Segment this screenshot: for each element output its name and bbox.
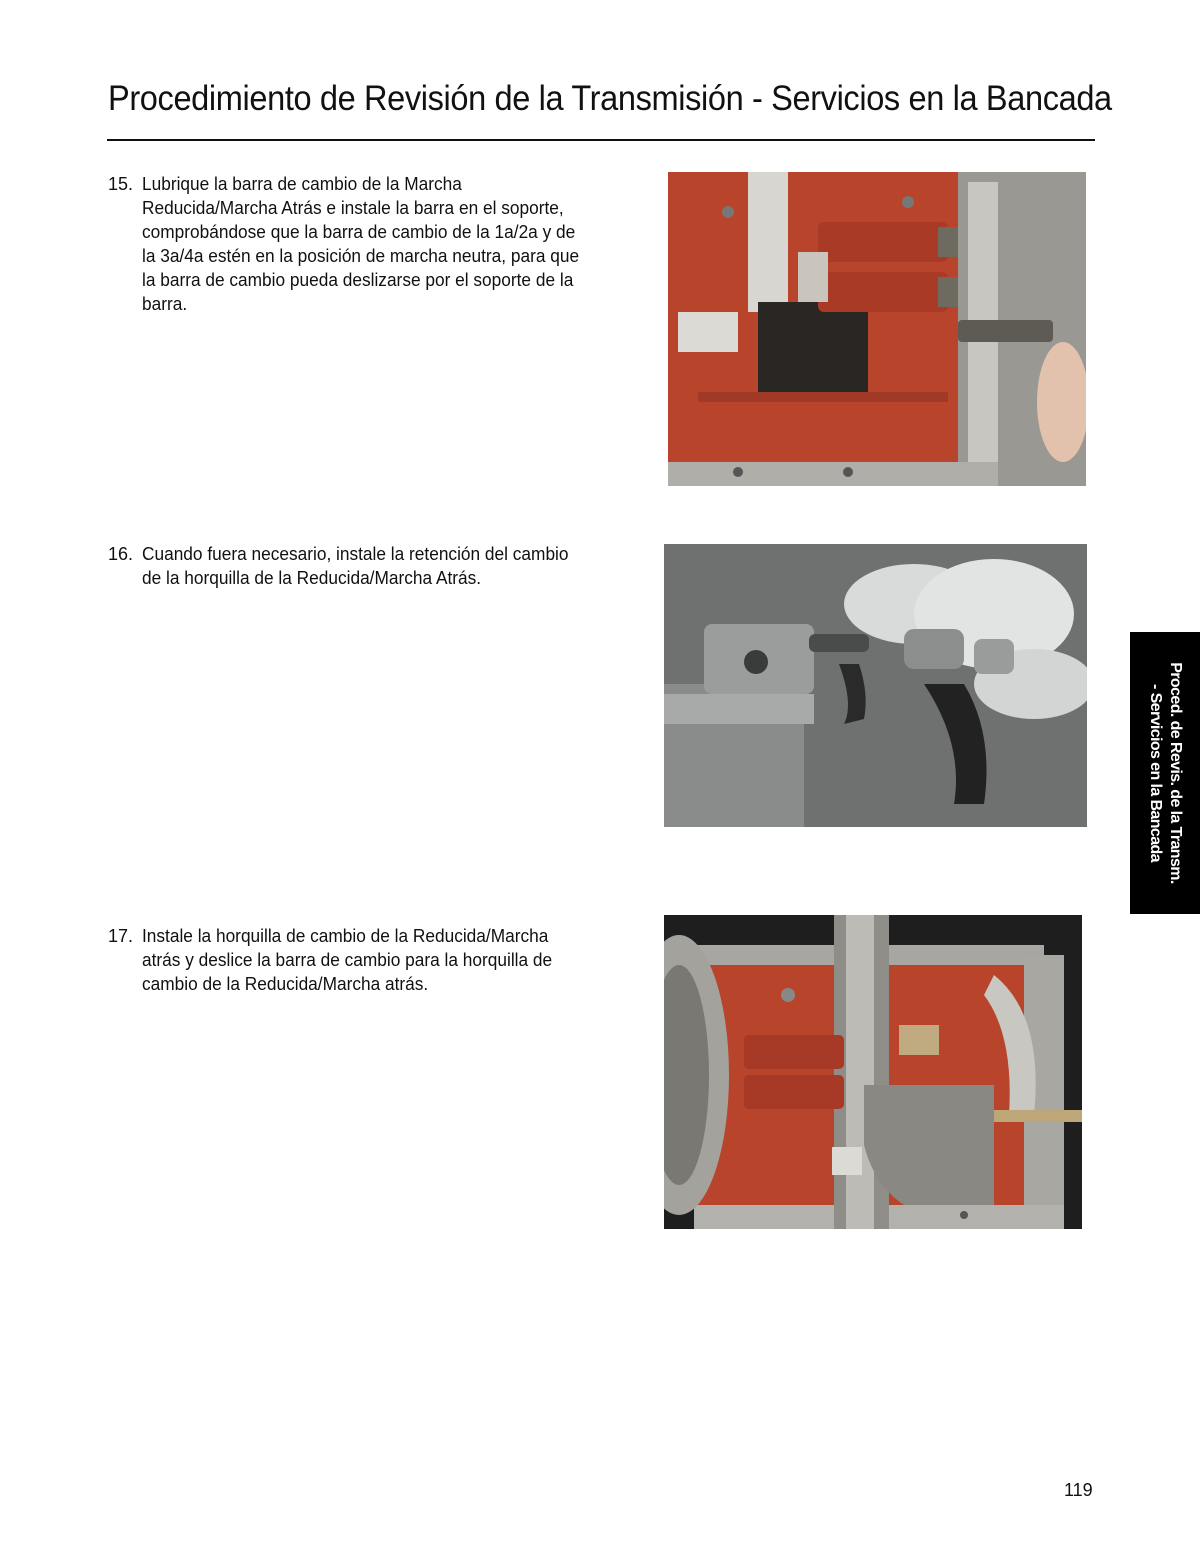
step-text: Lubrique la barra de cambio de la Marcha Reducida/Marcha Atrás e instale la barra en el soporte, comprobándose que la barra de cambio de la 1a/2a y de la 3a/4a estén en la posición de marcha neutra, para que la barra de cambio pueda deslizarse por el soporte de la barra. bbox=[142, 174, 580, 314]
step-number: 17. bbox=[108, 926, 134, 946]
photo-shift-fork-install bbox=[664, 915, 1082, 1229]
photo-detent-install bbox=[664, 544, 1087, 827]
step-15 bbox=[108, 172, 608, 316]
title-rule bbox=[107, 139, 1095, 141]
step-16 bbox=[108, 542, 608, 590]
step-number: 15. bbox=[108, 174, 134, 194]
step-text: Instale la horquilla de cambio de la Reducida/Marcha atrás y deslice la barra de cambio para la horquilla de cambio de la Reducida/Marcha atrás. bbox=[142, 926, 553, 994]
step-number: 16. bbox=[108, 544, 134, 564]
step-17 bbox=[108, 924, 608, 996]
side-tab-line2: - Servicios en la Bancada bbox=[1147, 684, 1164, 862]
photo-shift-bar-install bbox=[668, 172, 1086, 486]
section-side-tab bbox=[1130, 632, 1200, 914]
page-number: 119 bbox=[1064, 1480, 1093, 1500]
side-tab-line1: Proced. de Revis. de la Transm. bbox=[1167, 662, 1184, 884]
step-text: Cuando fuera necesario, instale la retención del cambio de la horquilla de la Reducida/Marcha Atrás. bbox=[142, 544, 569, 588]
page-title: Procedimiento de Revisión de la Transmisión - Servicios en la Bancada bbox=[108, 79, 1112, 118]
